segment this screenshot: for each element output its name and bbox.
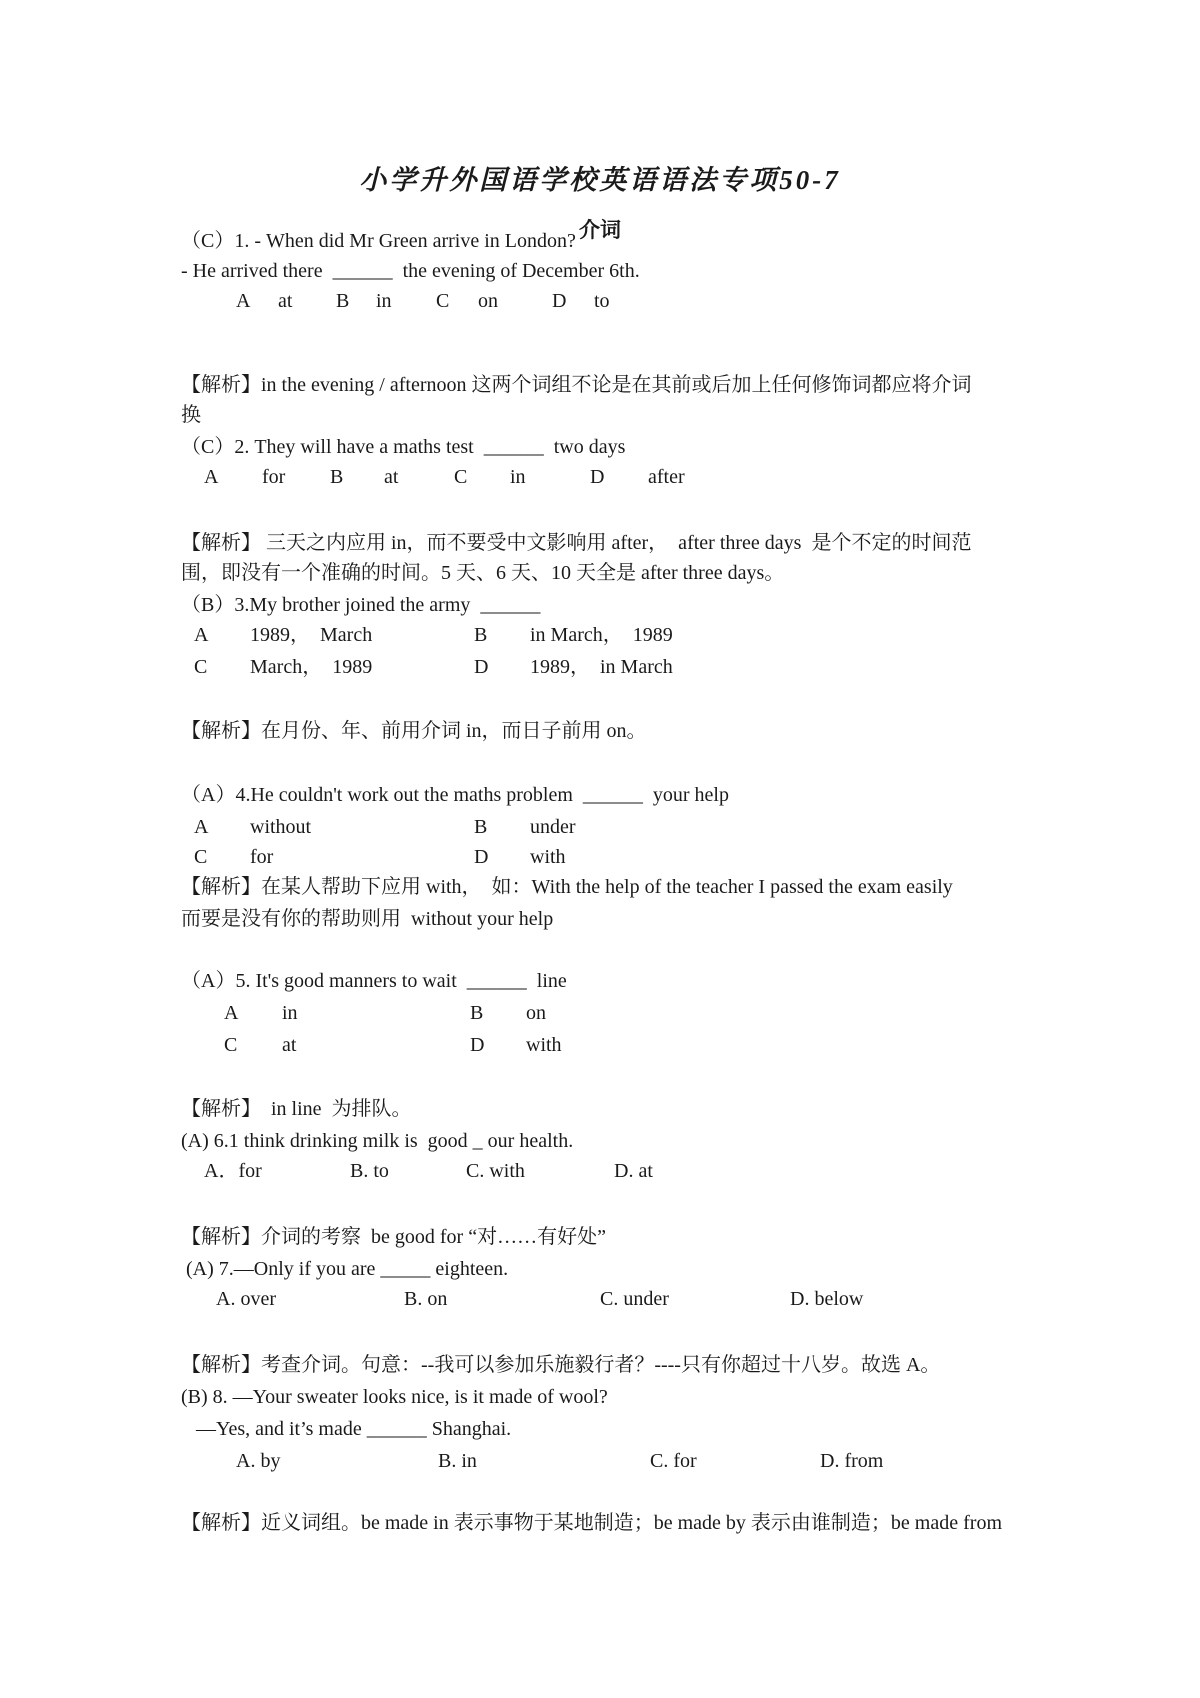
question-2: （C）2. They will have a maths test ______ two days <box>181 436 626 458</box>
analysis-7: 【解析】考查介词。句意：--我可以参加乐施毅行者？----只有你超过十八岁。故选 A。 <box>181 1354 941 1376</box>
q6-option-a: A．for <box>204 1160 262 1182</box>
question-8: (B) 8. —Your sweater looks nice, is it made of wool? <box>181 1386 608 1408</box>
q4-option-d-letter: D <box>474 846 489 868</box>
q5-option-b-letter: B <box>470 1002 484 1024</box>
q5-option-a-text: in <box>282 1002 298 1024</box>
q2-option-b-letter: B <box>330 466 344 488</box>
q4-option-a-text: without <box>250 816 312 838</box>
q4-option-c-text: for <box>250 846 274 868</box>
q1-option-b-letter: B <box>336 290 350 312</box>
q6-option-c: C. with <box>466 1160 525 1182</box>
q2-option-d-text: after <box>648 466 685 488</box>
q8-option-b: B. in <box>438 1450 477 1472</box>
analysis-5: 【解析】 in line 为排队。 <box>181 1098 412 1120</box>
q2-option-c-letter: C <box>454 466 468 488</box>
question-1: （C）1. - When did Mr Green arrive in London? <box>181 230 576 252</box>
q1-option-a-letter: A <box>236 290 251 312</box>
analysis-4: 【解析】在某人帮助下应用 with， 如：With the help of the teacher I passed the exam easily <box>181 876 953 898</box>
q1-option-c-letter: C <box>436 290 450 312</box>
analysis-4-continued: 而要是没有你的帮助则用 without your help <box>181 908 554 930</box>
q6-option-d: D. at <box>614 1160 653 1182</box>
q7-option-c: C. under <box>600 1288 669 1310</box>
q3-option-d-text: 1989， in March <box>530 656 673 678</box>
question-6: (A) 6.1 think drinking milk is good _ our health. <box>181 1130 574 1152</box>
q7-option-b: B. on <box>404 1288 448 1310</box>
section-heading: 介词 <box>579 218 621 242</box>
q2-option-c-text: in <box>510 466 526 488</box>
question-1-answer-line: - He arrived there ______ the evening of December 6th. <box>181 260 640 282</box>
q5-option-b-text: on <box>526 1002 546 1024</box>
q2-option-a-text: for <box>262 466 286 488</box>
q2-option-b-text: at <box>384 466 399 488</box>
q2-option-d-letter: D <box>590 466 605 488</box>
question-5: （A）5. It's good manners to wait ______ line <box>181 970 567 992</box>
q4-option-a-letter: A <box>194 816 209 838</box>
q8-option-a: A. by <box>236 1450 281 1472</box>
q3-option-d-letter: D <box>474 656 489 678</box>
q3-option-c-letter: C <box>194 656 208 678</box>
question-7: (A) 7.—Only if you are _____ eighteen. <box>181 1258 509 1280</box>
q8-option-d: D. from <box>820 1450 884 1472</box>
q3-option-a-letter: A <box>194 624 209 646</box>
q5-option-d-text: with <box>526 1034 562 1056</box>
question-8-reply: —Yes, and it’s made ______ Shanghai. <box>181 1418 512 1440</box>
analysis-3: 【解析】在月份、年、前用介词 in，而日子前用 on。 <box>181 720 647 742</box>
q5-option-a-letter: A <box>224 1002 239 1024</box>
q1-option-b-text: in <box>376 290 392 312</box>
q3-option-b-text: in March， 1989 <box>530 624 673 646</box>
analysis-1: 【解析】in the evening / afternoon 这两个词组不论是在其前或后加上任何修饰词都应将介词 <box>181 374 972 396</box>
analysis-2-continued: 围，即没有一个准确的时间。5 天、6 天、10 天全是 after three days。 <box>181 562 785 584</box>
q1-option-d-letter: D <box>552 290 567 312</box>
q1-option-c-text: on <box>478 290 498 312</box>
q1-option-a-text: at <box>278 290 293 312</box>
analysis-6: 【解析】介词的考察 be good for “对……有好处” <box>181 1226 606 1248</box>
q7-option-d: D. below <box>790 1288 864 1310</box>
q8-option-c: C. for <box>650 1450 697 1472</box>
analysis-2: 【解析】 三天之内应用 in，而不要受中文影响用 after， after three days 是个不定的时间范 <box>181 532 972 554</box>
question-3: （B）3.My brother joined the army ______ <box>181 594 541 616</box>
q2-option-a-letter: A <box>204 466 219 488</box>
q4-option-d-text: with <box>530 846 566 868</box>
q4-option-b-letter: B <box>474 816 488 838</box>
q4-option-c-letter: C <box>194 846 208 868</box>
q5-option-c-letter: C <box>224 1034 238 1056</box>
q5-option-d-letter: D <box>470 1034 485 1056</box>
question-4: （A）4.He couldn't work out the maths problem ______ your help <box>181 784 729 806</box>
q7-option-a: A. over <box>216 1288 276 1310</box>
q1-option-d-text: to <box>594 290 610 312</box>
q4-option-b-text: under <box>530 816 576 838</box>
analysis-8: 【解析】近义词组。be made in 表示事物于某地制造；be made by 表示由谁制造；be made from <box>181 1512 1002 1534</box>
q5-option-c-text: at <box>282 1034 297 1056</box>
q6-option-b: B. to <box>350 1160 389 1182</box>
document-title: 小学升外国语学校英语语法专项50-7 <box>359 165 841 195</box>
analysis-1-continued: 换 <box>181 404 201 426</box>
q3-option-a-text: 1989， March <box>250 624 373 646</box>
q3-option-b-letter: B <box>474 624 488 646</box>
q3-option-c-text: March， 1989 <box>250 656 373 678</box>
